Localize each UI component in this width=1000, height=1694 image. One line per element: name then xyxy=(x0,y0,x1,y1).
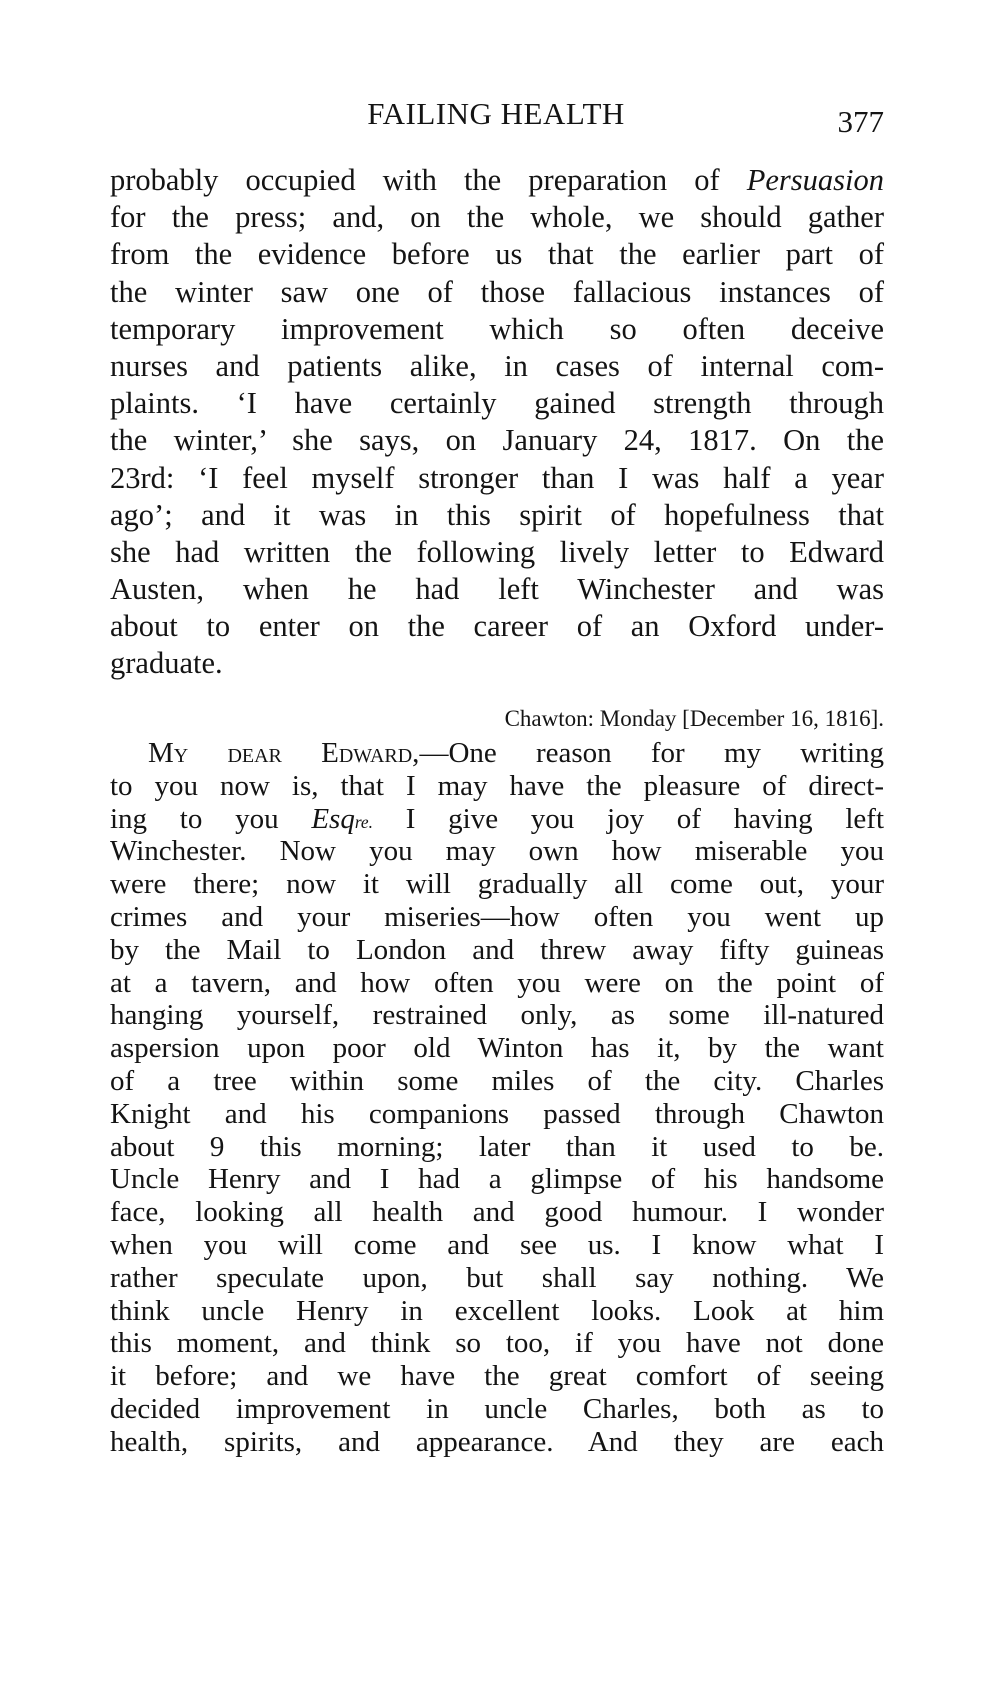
text-line: temporary improvement which so often deceive xyxy=(110,311,884,346)
text-line: probably occupied with the preparation of Persuasion xyxy=(110,163,884,197)
text-line: to you now is, that I may have the pleasure of direct- xyxy=(110,769,884,802)
text-line: Austen, when he had left Winchester and was xyxy=(110,572,884,607)
text-line: face, looking all health and good humour. I wonder xyxy=(110,1196,884,1229)
text-line: nurses and patients alike, in cases of internal com- xyxy=(110,348,884,383)
text-line: were there; now it will gradually all come out, your xyxy=(110,868,884,901)
text-line: by the Mail to London and threw away fifty guineas xyxy=(110,933,884,966)
text-line: crimes and your miseries—how often you went up xyxy=(110,900,884,933)
running-head xyxy=(108,96,884,140)
text-line: rather speculate upon, but shall say nothing. We xyxy=(110,1261,884,1294)
text-line: it before; and we have the great comfort of seeing xyxy=(110,1360,884,1393)
text-line: hanging yourself, restrained only, as some ill-natured xyxy=(110,999,884,1032)
letter-salutation: My dear Edward, xyxy=(148,737,420,769)
book-title-persuasion: Persuasion xyxy=(746,163,884,197)
text-line: health, spirits, and appearance. And they are each xyxy=(110,1425,884,1458)
letter-body xyxy=(110,737,884,1459)
text-line: Uncle Henry and I had a glimpse of his handsome xyxy=(110,1163,884,1196)
text-line: Knight and his companions passed through Chawton xyxy=(110,1097,884,1130)
text-line: decided improvement in uncle Charles, both as to xyxy=(110,1392,884,1425)
text-line: 23rd: ‘I feel myself stronger than I was half a year xyxy=(110,460,884,495)
chapter-title: FAILING HEALTH xyxy=(367,96,625,131)
text-line: from the evidence before us that the earlier part of xyxy=(110,237,884,272)
text-line: Winchester. Now you may own how miserable you xyxy=(110,835,884,868)
text-line: My dear Edward,—One reason for my writing xyxy=(148,737,884,769)
text-line: at a tavern, and how often you were on the point of xyxy=(110,966,884,999)
text-line: she had written the following lively letter to Edward xyxy=(110,534,884,569)
text-line: aspersion upon poor old Winton has it, by the want xyxy=(110,1032,884,1065)
text-line: when you will come and see us. I know what I xyxy=(110,1228,884,1261)
esquire-abbreviation: Esq$^{re.}$ xyxy=(311,802,374,835)
text-line: ing to you Esq$^{re.}$ I give you joy of having left xyxy=(110,802,884,835)
text-line: the winter,’ she says, on January 24, 1817. On the xyxy=(110,423,884,458)
text-line: this moment, and think so too, if you have not done xyxy=(110,1327,884,1360)
text-line: for the press; and, on the whole, we should gather xyxy=(110,200,884,235)
text-line: plaints. ‘I have certainly gained strength through xyxy=(110,386,884,421)
text-line: about 9 this morning; later than it used to be. xyxy=(110,1130,884,1163)
intro-paragraph xyxy=(110,162,884,683)
page-number: 377 xyxy=(837,104,884,139)
letter-dateline: Chawton: Monday [December 16, 1816]. xyxy=(504,706,884,731)
text-line: the winter saw one of those fallacious instances of xyxy=(110,274,884,309)
text-line: think uncle Henry in excellent looks. Look at him xyxy=(110,1294,884,1327)
text-line: ago’; and it was in this spirit of hopefulness that xyxy=(110,497,884,532)
text-line: of a tree within some miles of the city. Charles xyxy=(110,1064,884,1097)
text-line: graduate. xyxy=(110,646,223,681)
text-line: about to enter on the career of an Oxford under- xyxy=(110,609,884,644)
